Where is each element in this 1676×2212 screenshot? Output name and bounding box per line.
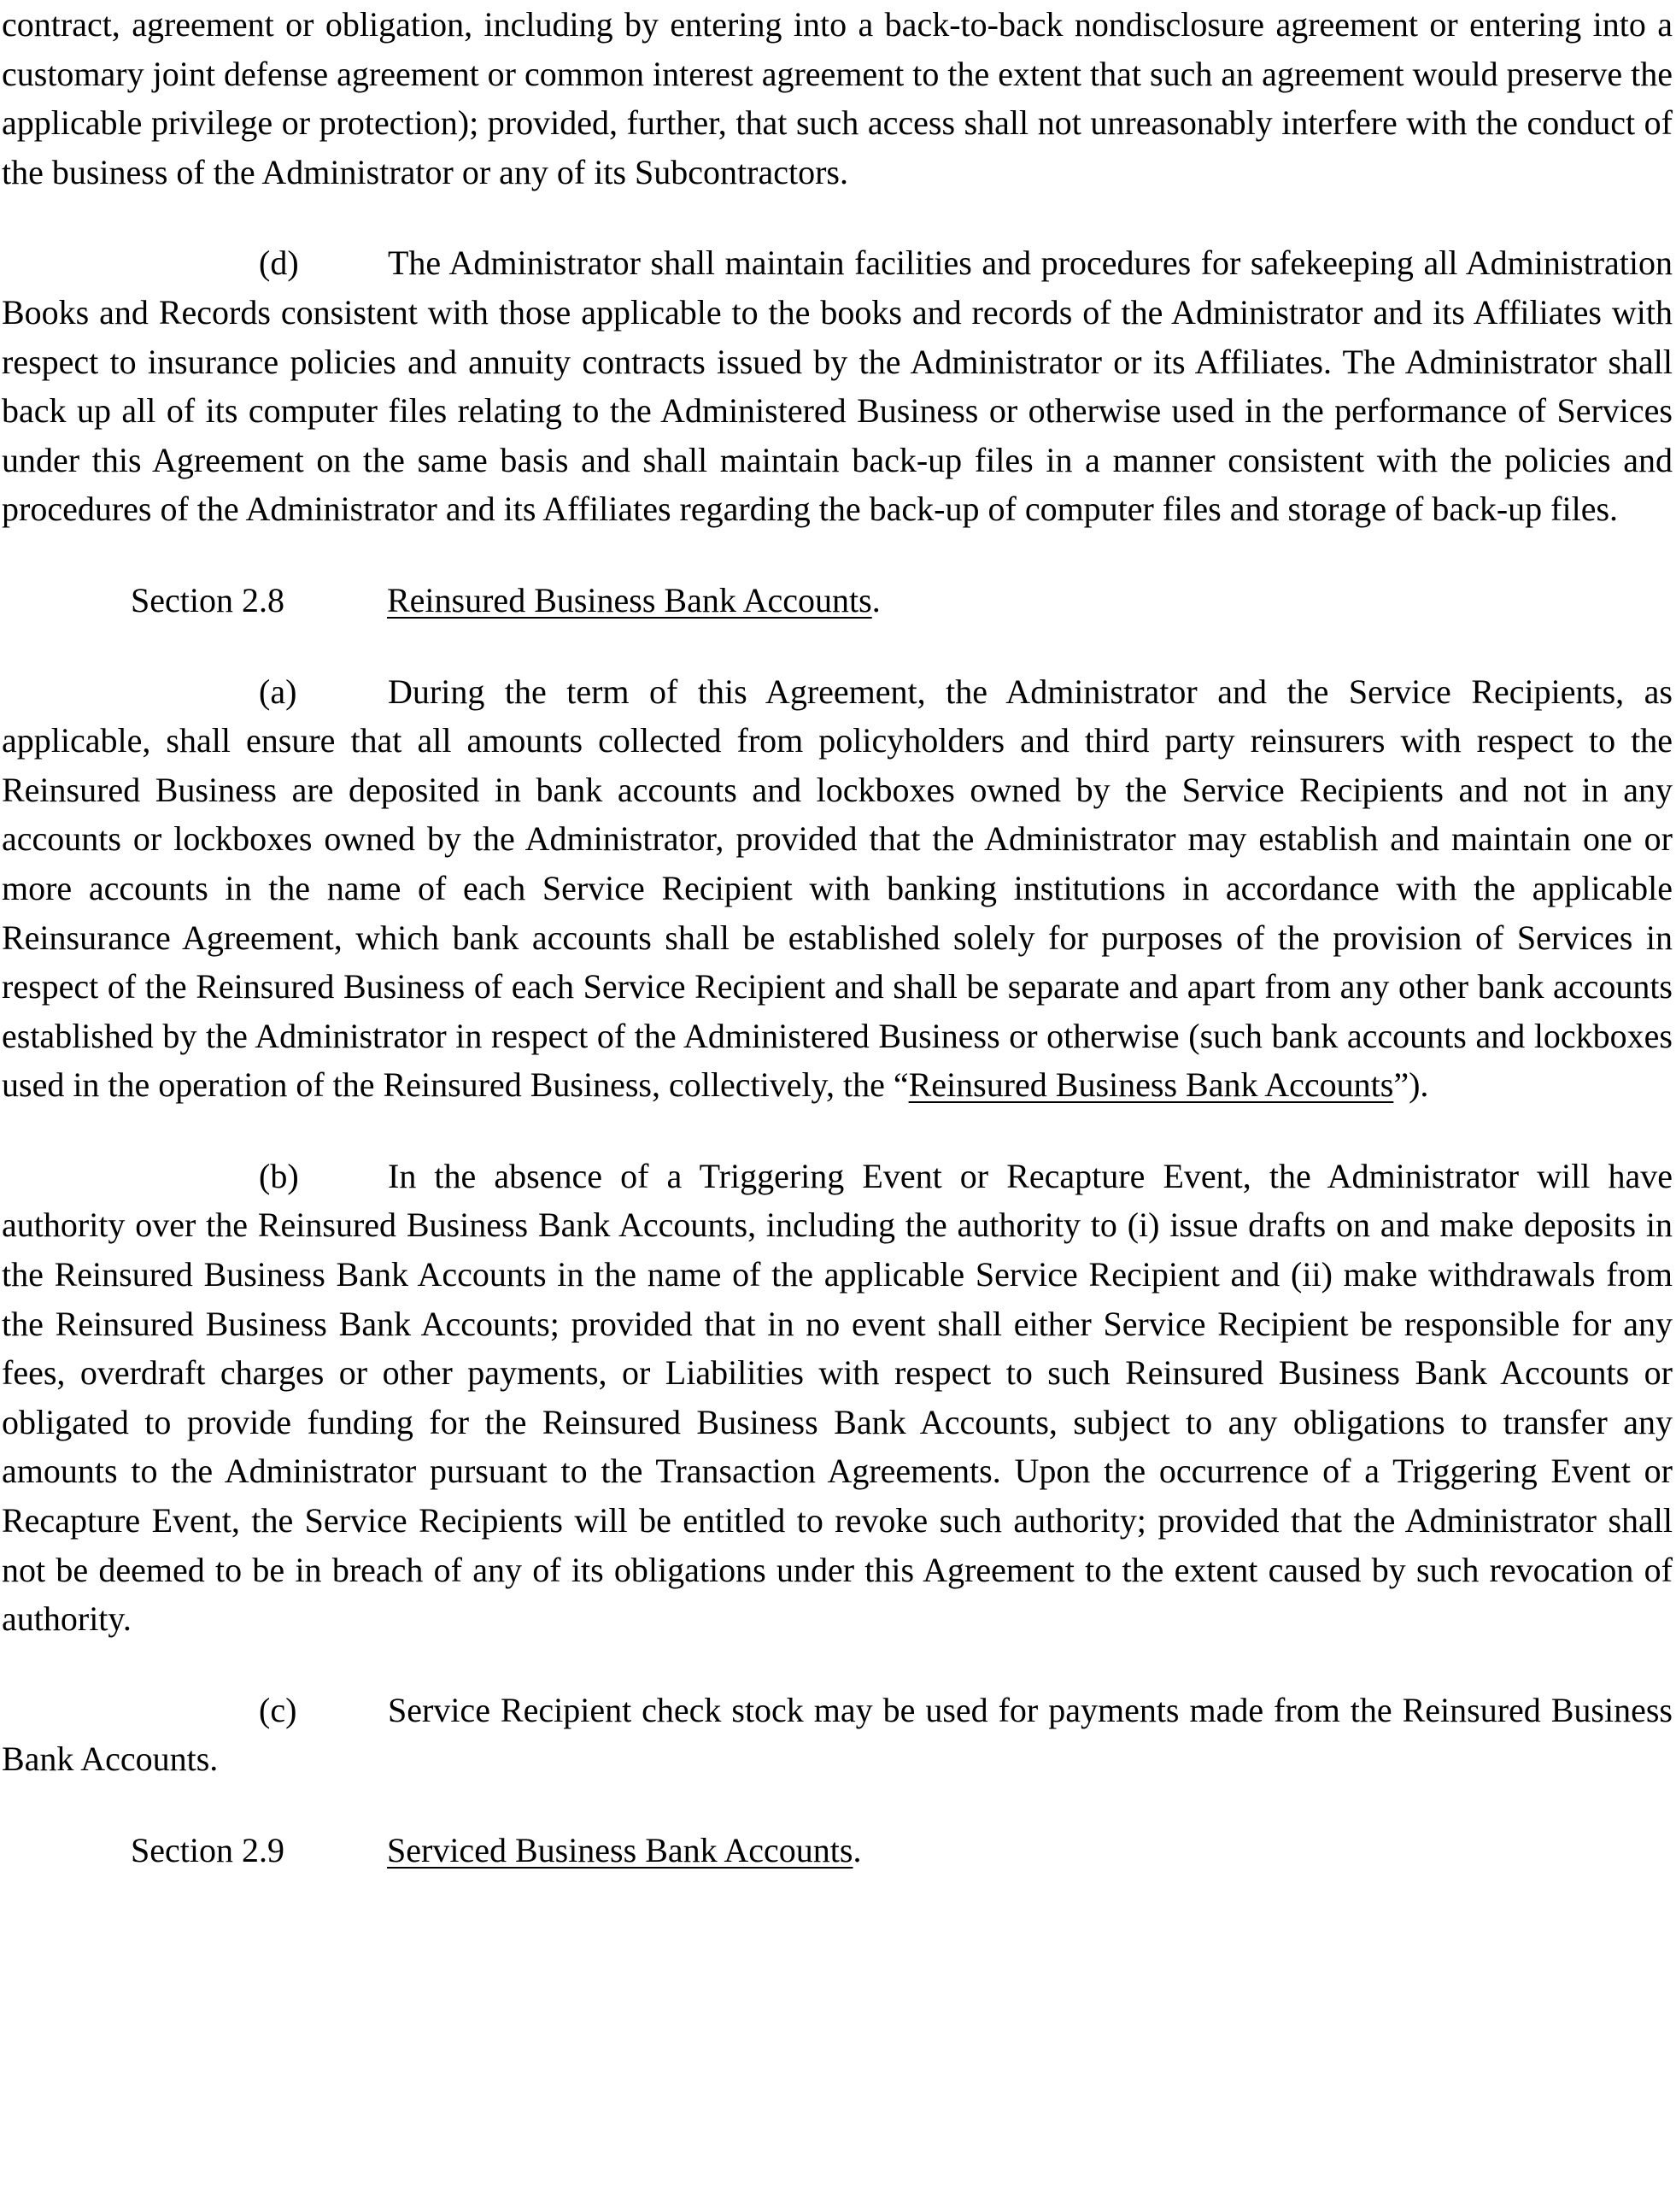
paragraph-label: (d)	[259, 243, 299, 283]
section-number: Section 2.8	[131, 580, 284, 619]
section-title-period: .	[871, 580, 881, 619]
paragraph-b	[2, 1152, 1673, 1644]
paragraph-c	[2, 1686, 1673, 1784]
paragraph-text: Service Recipient check stock may be used for payments made from the Reinsured Business Bank Accounts.	[2, 1690, 1673, 1779]
section-title-period: .	[853, 1831, 862, 1869]
spacer	[2, 1644, 1673, 1686]
paragraph-text: The Administrator shall maintain facilities and procedures for safekeeping all Administration Books and Records consistent with those applicable to the books and records of the Administrator and its Affiliates with respect to insurance policies and annuity contracts issued by the Administrator or its Affiliates. The Administrator shall back up all of its computer files relating to the Administered Business or otherwise used in the performance of Services under this Agreement on the same basis and shall maintain back-up files in a manner consistent with the policies and procedures of the Administrator and its Affiliates regarding the back-up of computer files and storage of back-up files.	[2, 243, 1673, 529]
paragraph-text-end: ”).	[1393, 1065, 1429, 1105]
document-page	[2, 0, 1673, 1875]
continuation-paragraph: contract, agreement or obligation, including by entering into a back-to-back nondisclosure agreement or entering into a customary joint defense agreement or common interest agreement to the extent that such an agreement would preserve the applicable privilege or protection); provided, further, that such access shall not unreasonably interfere with the conduct of the business of the Administrator or any of its Subcontractors.	[2, 5, 1673, 191]
section-heading-2-8	[2, 576, 1673, 625]
spacer	[2, 1110, 1673, 1152]
section-heading-2-9	[2, 1826, 1673, 1875]
section-number: Section 2.9	[131, 1831, 284, 1869]
defined-term: Reinsured Business Bank Accounts	[908, 1065, 1394, 1105]
spacer	[2, 197, 1673, 238]
spacer	[2, 1784, 1673, 1826]
paragraph-label: (b)	[259, 1156, 299, 1195]
paragraph-label: (a)	[259, 672, 297, 711]
section-title: Reinsured Business Bank Accounts	[387, 580, 872, 619]
paragraph-text: In the absence of a Triggering Event or Recapture Event, the Administrator will have authority over the Reinsured Business Bank Accounts, including the authority to (i) issue drafts on and make deposits in the Reinsured Business Bank Accounts in the name of the applicable Service Recipient and (ii) make withdrawals from the Reinsured Business Bank Accounts; provided that in no event shall either Service Recipient be responsible for any fees, overdraft charges or other payments, or Liabilities with respect to such Reinsured Business Bank Accounts or obligated to provide funding for the Reinsured Business Bank Accounts, subject to any obligations to transfer any amounts to the Administrator pursuant to the Transaction Agreements. Upon the occurrence of a Triggering Event or Recapture Event, the Service Recipients will be entitled to revoke such authority; provided that the Administrator shall not be deemed to be in breach of any of its obligations under this Agreement to the extent caused by such revocation of authority.	[2, 1156, 1673, 1639]
paragraph-label: (c)	[259, 1690, 297, 1729]
paragraph-a	[2, 667, 1673, 1110]
section-title: Serviced Business Bank Accounts	[387, 1831, 853, 1869]
spacer	[2, 625, 1673, 667]
spacer	[2, 534, 1673, 576]
paragraph-d	[2, 238, 1673, 534]
paragraph-text: During the term of this Agreement, the Administrator and the Service Recipients, as applicable, shall ensure that all amounts collected from policyholders and third party reinsurers with respect to the Reinsured Business are deposited in bank accounts and lockboxes owned by the Service Recipients and not in any accounts or lockboxes owned by the Administrator, provided that the Administrator may establish and maintain one or more accounts in the name of each Service Recipient with banking institutions in accordance with the applicable Reinsurance Agreement, which bank accounts shall be established solely for purposes of the provision of Services in respect of the Reinsured Business of each Service Recipient and shall be separate and apart from any other bank accounts established by the Administrator in respect of the Administered Business or otherwise (such bank accounts and lockboxes used in the operation of the Reinsured Business, collectively, the “	[2, 672, 1673, 1105]
